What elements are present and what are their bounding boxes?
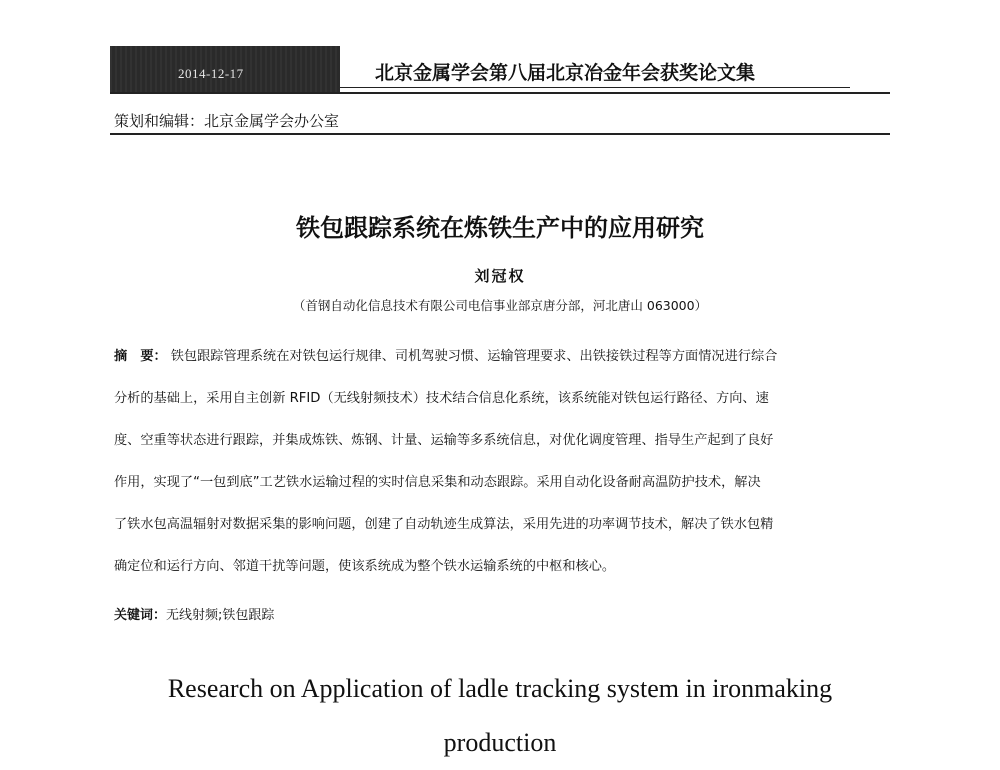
english-title-line: production — [443, 728, 557, 757]
header-rule — [110, 92, 890, 94]
keywords — [114, 604, 714, 623]
abstract-line: 了铁水包高温辐射对数据采集的影响问题，创建了自动轨迹生成算法，采用先进的功率调节技术，解决了铁水包精 — [114, 517, 774, 532]
organizer-line: 策划和编辑：北京金属学会办公室 — [114, 112, 340, 130]
abstract-text: 铁包跟踪管理系统在对铁包运行规律、司机驾驶习惯、运输管理要求、出铁接铁过程等方面情况进行综合 — [170, 349, 778, 364]
organizer-rule — [110, 133, 890, 135]
english-title-line: Research on Application of ladle tracking system in ironmaking — [167, 674, 833, 703]
paper-title: 铁包跟踪系统在炼铁生产中的应用研究 — [296, 214, 704, 242]
abstract-line — [114, 336, 886, 378]
header-rule-thin — [340, 87, 850, 88]
author-affiliation: （首钢自动化信息技术有限公司电信事业部京唐分部，河北唐山 063000） — [292, 298, 708, 313]
author-name: 刘冠权 — [474, 267, 526, 285]
keywords-text: 无线射频;铁包跟踪 — [166, 608, 275, 623]
english-title — [100, 662, 900, 770]
abstract-line: 分析的基础上，采用自主创新 RFID（无线射频技术）技术结合信息化系统，该系统能对铁包运行路径、方向、速 — [114, 391, 769, 406]
abstract-line: 度、空重等状态进行跟踪，并集成炼铁、炼钢、计量、运输等多系统信息，对优化调度管理、指导生产起到了良好 — [114, 433, 774, 448]
abstract — [114, 336, 886, 588]
keywords-label: 关键词： — [114, 608, 167, 623]
abstract-line: 作用，实现了“一包到底”工艺铁水运输过程的实时信息采集和动态跟踪。采用自动化设备耐高温防护技术，解决 — [114, 475, 761, 490]
abstract-label: 摘 要： — [114, 349, 167, 364]
abstract-line: 确定位和运行方向、邻道干扰等问题，使该系统成为整个铁水运输系统的中枢和核心。 — [114, 559, 616, 574]
journal-title: 北京金属学会第八届北京冶金年会获奖论文集 — [375, 62, 756, 84]
publication-date: 2014-12-17 — [178, 66, 244, 81]
